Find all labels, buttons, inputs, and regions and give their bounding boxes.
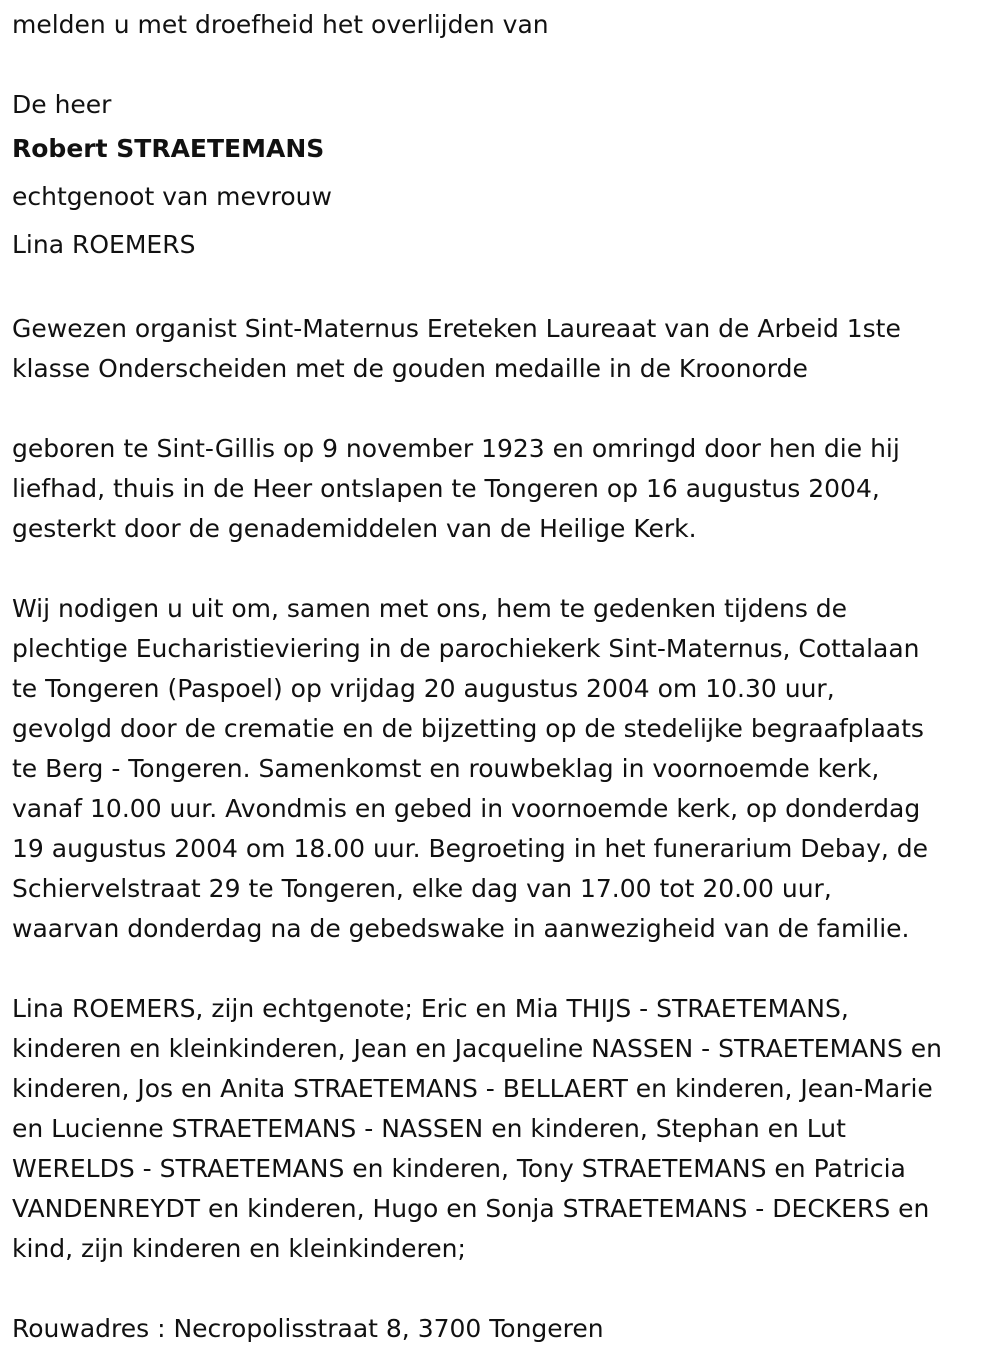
family-line: WERELDS - STRAETEMANS en kinderen, Tony STRAETEMANS en Patricia (12, 1154, 906, 1183)
service-line: te Berg - Tongeren. Samenkomst en rouwbeklag in voornoemde kerk, (12, 754, 880, 783)
service-line: te Tongeren (Paspoel) op vrijdag 20 augustus 2004 om 10.30 uur, (12, 674, 835, 703)
spacer (12, 269, 990, 309)
service-line: Wij nodigen u uit om, samen met ons, hem te gedenken tijdens de (12, 594, 848, 623)
family-line: Lina ROEMERS, zijn echtgenote; Eric en Mia THIJS - STRAETEMANS, (12, 994, 849, 1023)
spouse-name: Lina ROEMERS (12, 230, 196, 259)
service-line: Schiervelstraat 29 te Tongeren, elke dag van 17.00 tot 20.00 uur, (12, 874, 832, 903)
spacer (12, 549, 990, 589)
service-line: plechtige Eucharistieviering in de parochiekerk Sint-Maternus, Cottalaan (12, 634, 920, 663)
spacer (12, 1269, 990, 1309)
mourning-address: Rouwadres : Necropolisstraat 8, 3700 Tongeren (12, 1314, 604, 1343)
spacer (12, 949, 990, 989)
family-line: kinderen en kleinkinderen, Jean en Jacqueline NASSEN - STRAETEMANS en (12, 1034, 943, 1063)
birth-death-line: liefhad, thuis in de Heer ontslapen te Tongeren op 16 augustus 2004, (12, 474, 880, 503)
service-line: waarvan donderdag na de gebedswake in aanwezigheid van de familie. (12, 914, 910, 943)
spacer (12, 389, 990, 429)
service-paragraph (12, 589, 990, 949)
honors-paragraph (12, 309, 990, 389)
service-line: gevolgd door de crematie en de bijzetting op de stedelijke begraafplaats (12, 714, 924, 743)
family-line: en Lucienne STRAETEMANS - NASSEN en kinderen, Stephan en Lut (12, 1114, 846, 1143)
family-line: kind, zijn kinderen en kleinkinderen; (12, 1234, 466, 1263)
salutation: De heer (12, 90, 112, 119)
family-line: kinderen, Jos en Anita STRAETEMANS - BELLAERT en kinderen, Jean-Marie (12, 1074, 933, 1103)
birth-death-line: gesterkt door de genademiddelen van de Heilige Kerk. (12, 514, 697, 543)
family-paragraph (12, 989, 990, 1269)
spacer (12, 45, 990, 85)
service-line: 19 augustus 2004 om 18.00 uur. Begroeting in het funerarium Debay, de (12, 834, 929, 863)
honors-line: klasse Onderscheiden met de gouden medaille in de Kroonorde (12, 354, 808, 383)
honors-line: Gewezen organist Sint-Maternus Ereteken Laureaat van de Arbeid 1ste (12, 314, 901, 343)
birth-death-line: geboren te Sint-Gillis op 9 november 1923 en omringd door hen die hij (12, 434, 900, 463)
spouse-prefix: echtgenoot van mevrouw (12, 182, 332, 211)
intro-text: melden u met droefheid het overlijden van (12, 10, 549, 39)
service-line: vanaf 10.00 uur. Avondmis en gebed in voornoemde kerk, op donderdag (12, 794, 921, 823)
birth-death-paragraph (12, 429, 990, 549)
deceased-name: Robert STRAETEMANS (12, 134, 325, 163)
family-line: VANDENREYDT en kinderen, Hugo en Sonja STRAETEMANS - DECKERS en (12, 1194, 930, 1223)
